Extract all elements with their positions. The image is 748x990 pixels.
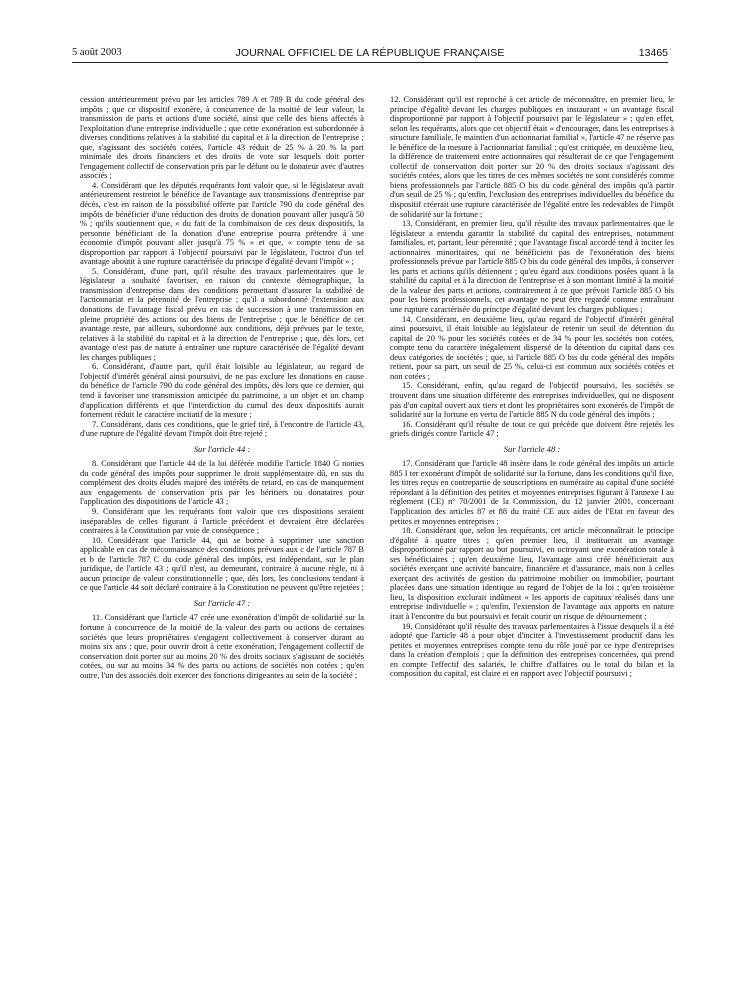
header-date: 5 août 2003 <box>72 47 122 58</box>
paragraph: 10. Considérant que l'article 44, qui se borne à supprimer une sanction applicable en cas de méconnaissance des conditions prévues aux c de l'article 787 B et b de l'article 787 C du code général des impôts, est indépendant, sur le plan juridique, de l'article 43 ; qu'il n'est, au demeurant, contraire à aucune règle, ni à aucun principe de valeur constitutionnelle ; que, dès lors, les conclusions tendant à ce que l'article 44 soit déclaré contraire à la Constitution ne peuvent qu'être rejetées ; <box>80 535 364 593</box>
header-rule <box>72 62 668 63</box>
paragraph: 5. Considérant, d'une part, qu'il résulte des travaux parlementaires que le législateur a souhaité favoriser, en raison du contexte démographique, la transmission d'entreprise dans des conditions permettant d'assurer la stabilité de l'actionnariat et la pérennité de l'entreprise ; qu'il a subordonné l'extension aux donations de l'avantage fiscal prévu en cas de succession à une transmission en pleine propriété des actions ou des biens de l'entreprise ; que le bénéfice de cet avantage reste, par ailleurs, subordonné aux conditions, déjà prévues par le texte, relatives à la stabilité du capital et à la direction de l'entreprise ; que, dès lors, cet avantage n'est pas de nature à entraîner une rupture caractérisée de l'égalité devant les charges publiques ; <box>80 266 364 362</box>
paragraph: 7. Considérant, dans ces conditions, que le grief tiré, à l'encontre de l'article 43, d'une rupture de l'égalité devant l'impôt doit être rejeté ; <box>80 419 364 439</box>
paragraph: 15. Considérant, enfin, qu'au regard de l'objectif poursuivi, les sociétés se trouvent dans une situation différente des entreprises individuelles, qui ne disposent pas d'un capital ouvert aux tiers et dont les propriétaires sont exonérés de l'impôt de solidarité sur la fortune en vertu de l'article 885 N du code général des impôts ; <box>390 381 674 420</box>
paragraph: 16. Considérant qu'il résulte de tout ce qui précède que doivent être rejetés les griefs dirigés contre l'article 47 ; <box>390 419 674 439</box>
paragraph: 18. Considérant que, selon les requérants, cet article méconnaîtrait le principe d'égalité à quatre titres ; qu'en premier lieu, il instituerait un avantage disproportionné par rapport au but poursuivi, en octroyant une exonération totale à ses bénéficiaires ; qu'en deuxième lieu, l'avantage ainsi créé bénéficierait aux sociétés exerçant une activité bancaire, financière et d'assurance, mais non à celles exerçant des activités de gestion du patrimoine mobilier ou immobilier, pourtant placées dans une situation identique au regard de l'objet de la loi ; qu'en troisième lieu, la disposition exclurait indûment « les apports de capitaux réalisés dans une entreprise individuelle » ; qu'enfin, l'extension de l'avantage aux apports en nature irait à l'encontre du but poursuivi et ferait courir un risque de détournement ; <box>390 526 674 621</box>
paragraph: 13. Considérant, en premier lieu, qu'il résulte des travaux parlementaires que le législateur a entendu garantir la stabilité du capital des entreprises, notamment familiales, et, partant, leur pérennité ; que l'avantage fiscal accordé tend à inciter les actionnaires minoritaires, qui ne bénéficient pas de l'exonération des biens professionnels prévue par l'article 885 O bis du code général des impôts, à conserver les parts et actions qu'ils détiennent ; qu'eu égard aux conditions posées quant à la stabilité du capital et à la direction de l'entreprise et à son montant limité à la moitié de la valeur des parts et actions, contrairement à ce que prévoit l'article 885 O bis pour les biens professionnels, cet avantage ne peut être regardé comme entraînant une rupture caractérisée du principe d'égalité devant les charges publiques ; <box>390 219 674 315</box>
header-page-number: 13465 <box>638 47 668 59</box>
paragraph: 11. Considérant que l'article 47 crée une exonération d'impôt de solidarité sur la fortune à concurrence de la moitié de la valeur des parts ou actions de certaines sociétés que leurs propriétaires s'engagent collectivement à conserver durant au moins six ans ; que, pour ouvrir droit à cette exonération, l'engagement collectif de conservation doit porter sur au moins 20 % des droits sociaux s'agissant de sociétés cotées, ou sur au moins 34 % des parts ou actions de sociétés non cotées ; qu'en outre, l'un des associés doit exercer des fonctions dirigeantes au sein de la société ; <box>80 613 364 680</box>
paragraph: 19. Considérant qu'il résulte des travaux parlementaires à l'issue desquels il a été adopté que l'article 48 a pour objet d'inciter à l'investissement productif dans les petites et moyennes entreprises compte tenu du rôle joué par ce type d'entreprises dans la création d'emplois ; que la définition des entreprises concernées, qui prend en compte l'effectif des salariés, le chiffre d'affaires ou le total du bilan et la composition du capital, est claire et en rapport avec l'objectif poursuivi ; <box>390 621 674 679</box>
paragraph: 9. Considérant que les requérants font valoir que ces dispositions seraient inséparables de celles figurant à l'article précédent et devraient être déclarées contraires à la Constitution par voie de conséquence ; <box>80 506 364 536</box>
left-column <box>80 95 364 980</box>
section-heading: Sur l'article 47 : <box>193 597 251 608</box>
section-heading: Sur l'article 44 : <box>193 443 251 454</box>
header-title: JOURNAL OFFICIEL DE LA RÉPUBLIQUE FRANÇAISE <box>235 47 505 59</box>
paragraph: 17. Considérant que l'article 48 insère dans le code général des impôts un article 885 I ter exonérant d'impôt de solidarité sur la fortune, dans les conditions qu'il fixe, les titres reçus en contrepartie de souscriptions en numéraire au capital d'une société répondant à la définition des petites et moyennes entreprises figurant à l'annexe I au règlement (CE) nº 70/2001 de la Commission, du 12 janvier 2001, concernant l'application des articles 87 et 88 du traité CE aux aides de l'Etat en faveur des petites et moyennes entreprises ; <box>390 459 674 526</box>
right-column <box>390 95 674 980</box>
paragraph: 6. Considérant, d'autre part, qu'il était loisible au législateur, au regard de l'objectif d'intérêt général ainsi poursuivi, de ne pas exclure les donations en cause du bénéfice de l'article 790 du code général des impôts, dès lors que ce dernier, qui tend à favoriser une transmission anticipée du patrimoine, a un objet et un champ d'application différents et que l'interdiction du cumul des deux dispositifs aurait fortement réduit le caractère incitatif de la mesure ; <box>80 362 364 420</box>
paragraph: 12. Considérant qu'il est reproché à cet article de méconnaître, en premier lieu, le principe d'égalité devant les charges publiques en instaurant « un avantage fiscal disproportionné par rapport à l'objectif poursuivi par le législateur » ; qu'en effet, selon les requérants, alors que cet objectif était « d'encourager, dans les entreprises à structure familiale, le maintien d'un actionnariat familial », l'article 47 ne réserve pas le bénéfice de la mesure à l'actionnariat familial ; qu'est critiquée, en deuxième lieu, la différence de traitement entre actionnaires qui résulterait de ce que l'engagement collectif de conservation doit porter sur 20 % des droits sociaux s'agissant des sociétés cotées, alors que les titres de ces mêmes sociétés ne sont considérés comme biens professionnels par l'article 885 O bis du code général des impôts qu'à partir d'un seuil de 25 % ; qu'enfin, l'exclusion des entreprises individuelles du bénéfice du dispositif créerait une rupture caractérisée de l'égalité entre les redevables de l'impôt de solidarité sur la fortune ; <box>390 95 674 219</box>
paragraph: 8. Considérant que l'article 44 de la loi déférée modifie l'article 1840 G nonies du code général des impôts pour supprimer le droit supplémentaire dû, en sus du complément des droits éludés majoré des intérêts de retard, en cas de manquement aux engagements de conservation pris par les héritiers ou donataires pour l'application des dispositions de l'article 43 ; <box>80 459 364 507</box>
paragraph: 14. Considérant, en deuxième lieu, qu'au regard de l'objectif d'intérêt général ainsi poursuivi, il était loisible au législateur de retenir un seuil de détention du capital de 20 % pour les sociétés cotées et de 34 % pour les sociétés non cotées, compte tenu du caractère inégalement dispersé de la détention du capital dans ces deux catégories de sociétés ; que, si l'article 885 O bis du code général des impôts retient, pour sa part, un seuil de 25 %, celui-ci est commun aux sociétés cotées et non cotées ; <box>390 314 674 381</box>
paragraph: cession antérieurement prévu par les articles 789 A et 789 B du code général des impôts ; que ce dispositif exonère, à concurrence de la moitié de leur valeur, la transmission de parts et actions d'une société, ainsi que celle des biens affectés à l'exploitation d'une entreprise individuelle ; que cette exonération est subordonnée à diverses conditions relatives à la stabilité du capital et à la direction de l'entreprise ; que, s'agissant des sociétés cotées, l'article 43 réduit de 25 % à 20 % la part minimale des droits financiers et des droits de vote sur lesquels doit porter l'engagement collectif de conservation pris par le défunt ou le donateur avec d'autres associés ; <box>80 95 364 181</box>
paragraph: 4. Considérant que les députés requérants font valoir que, si le législateur avait antérieurement restreint le bénéfice de l'avantage aux transmissions d'entreprise par décès, c'est en raison de la possibilité offerte par l'article 790 du code général des impôts de bénéficier d'une réduction des droits de donation pouvant aller jusqu'à 50 % ; qu'ils soutiennent que, « du fait de la combinaison de ces deux dispositifs, la personne bénéficiant de la donation d'une entreprise pourra prétendre à une économie d'impôt pouvant aller jusqu'à 75 % » et que, « compte tenu de sa disproportion par rapport à l'objectif poursuivi par le législateur, l'octroi d'un tel avantage aboutit à une rupture caractérisée du principe d'égalité devant l'impôt » ; <box>80 180 364 267</box>
page-header <box>72 46 668 62</box>
section-heading: Sur l'article 48 : <box>503 443 561 454</box>
